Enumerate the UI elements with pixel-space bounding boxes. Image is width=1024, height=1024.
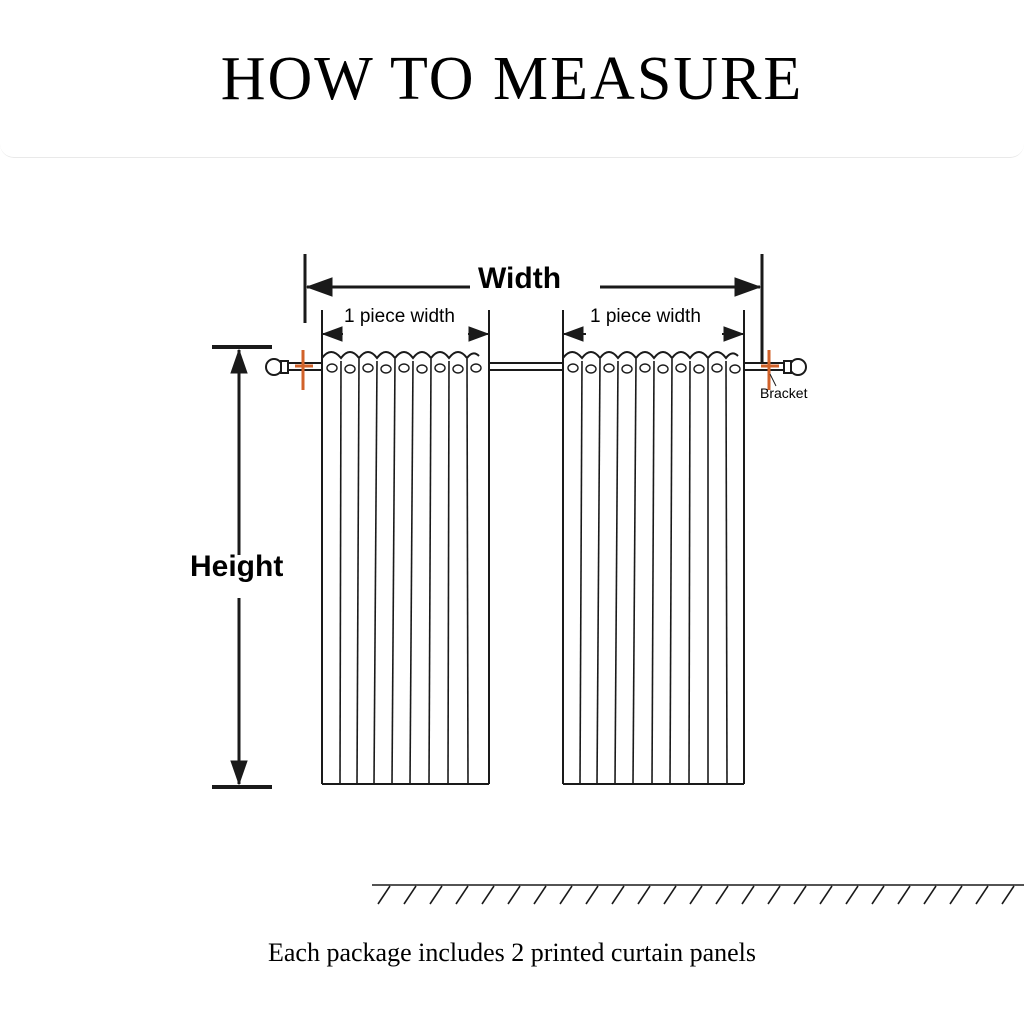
height-label: Height xyxy=(190,550,284,583)
diagram-area xyxy=(0,158,1024,1024)
piece-width-right-label: 1 piece width xyxy=(590,306,701,327)
package-note: Each package includes 2 printed curtain panels xyxy=(267,938,757,967)
page-title: HOW TO MEASURE xyxy=(220,45,804,113)
header-bar xyxy=(0,0,1024,158)
piece-width-left-label: 1 piece width xyxy=(344,306,455,327)
bracket-label: Bracket xyxy=(760,385,808,401)
floor-hatching-icon xyxy=(372,885,1024,904)
width-label: Width xyxy=(478,262,562,295)
curtain-panel-left-icon xyxy=(322,352,489,784)
curtain-panel-right-icon xyxy=(563,352,744,784)
